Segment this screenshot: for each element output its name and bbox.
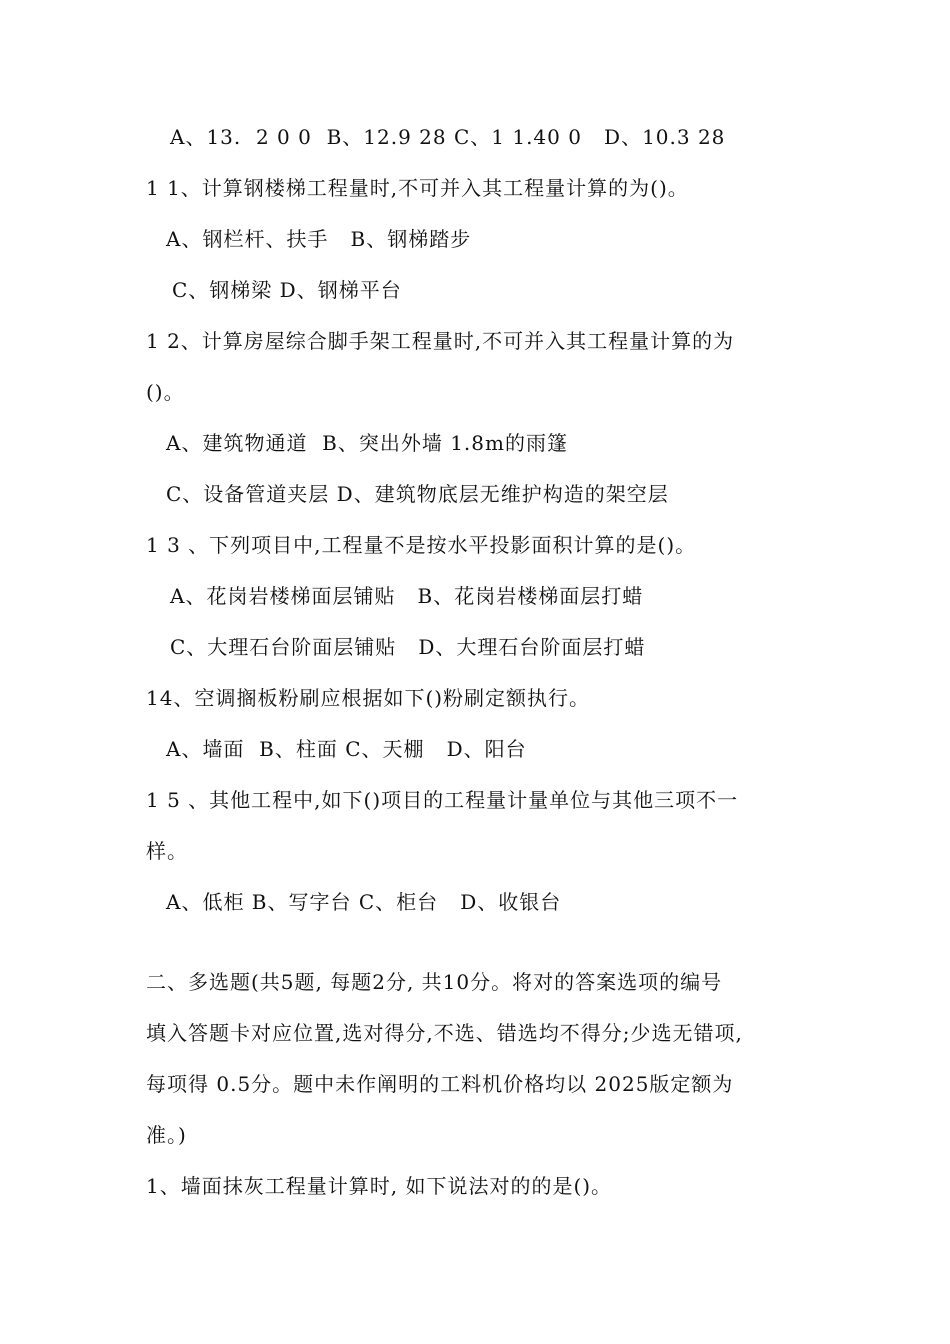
- q12-options-ab: A、建筑物通道 B、突出外墙 1.8m的雨篷: [166, 431, 568, 455]
- question-12: 1 2、计算房屋综合脚手架工程量时,不可并入其工程量计算的为: [146, 329, 735, 353]
- q11-options-ab: A、钢栏杆、扶手 B、钢梯踏步: [166, 227, 472, 251]
- multi-question-1: 1、墙面抹灰工程量计算时, 如下说法对的的是()。: [146, 1174, 613, 1198]
- question-15-cont: 样。: [146, 839, 188, 863]
- section-2-instructions-2: 每项得 0.5分。题中未作阐明的工料机价格均以 2025版定额为: [146, 1072, 734, 1096]
- section-2-heading: 二、多选题(共5题, 每题2分, 共10分。将对的答案选项的编号: [146, 970, 723, 994]
- question-15: 1 5 、其他工程中,如下()项目的工程量计量单位与其他三项不一: [146, 788, 739, 812]
- q14-options: A、墙面 B、柱面 C、天棚 D、阳台: [166, 737, 527, 761]
- q13-options-cd: C、大理石台阶面层铺贴 D、大理石台阶面层打蜡: [170, 635, 646, 659]
- section-2-instructions-1: 填入答题卡对应位置,选对得分,不选、错选均不得分;少选无错项,: [146, 1021, 743, 1045]
- question-12-cont: ()。: [146, 380, 185, 404]
- q10-options: A、13. 2 0 0 B、12.9 28 C、1 1.40 0 D、10.3 28: [170, 125, 726, 149]
- q15-options: A、低柜 B、写字台 C、柜台 D、收银台: [166, 890, 562, 914]
- q13-options-ab: A、花岗岩楼梯面层铺贴 B、花岗岩楼梯面层打蜡: [170, 584, 644, 608]
- q12-options-cd: C、设备管道夹层 D、建筑物底层无维护构造的架空层: [166, 482, 669, 506]
- question-13: 1 3 、下列项目中,工程量不是按水平投影面积计算的是()。: [146, 533, 697, 557]
- q11-options-cd: C、钢梯梁 D、钢梯平台: [172, 278, 402, 302]
- question-14: 14、空调搁板粉刷应根据如下()粉刷定额执行。: [146, 686, 591, 710]
- section-2-instructions-3: 准。): [146, 1123, 187, 1147]
- question-11: 1 1、计算钢楼梯工程量时,不可并入其工程量计算的为()。: [146, 176, 689, 200]
